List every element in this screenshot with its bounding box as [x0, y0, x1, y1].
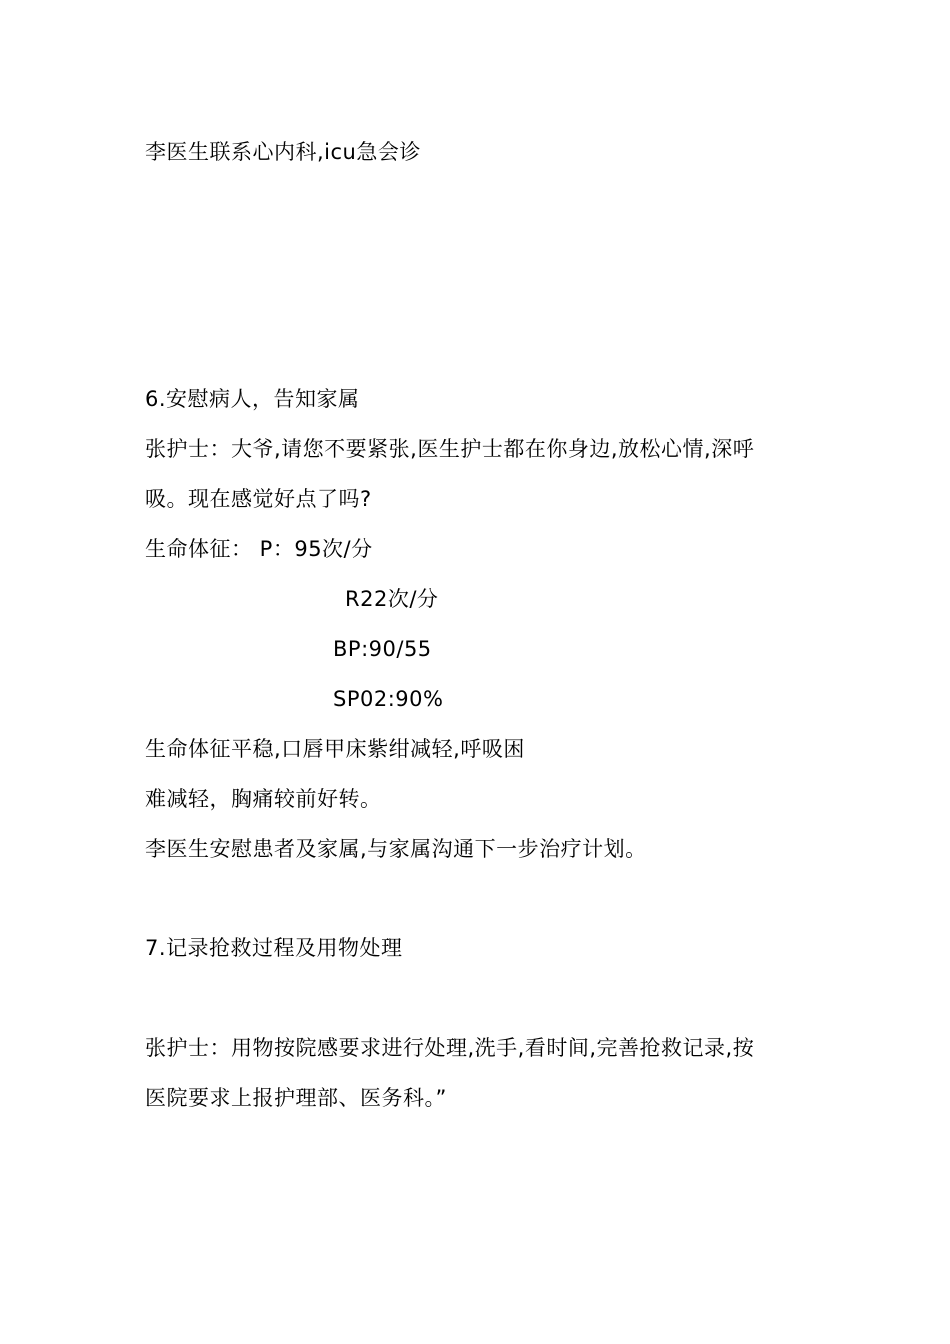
vital-signs-blood-pressure: BP:90/55	[333, 637, 432, 661]
section-7-heading: 7.记录抢救过程及用物处理	[145, 936, 403, 960]
nurse-dialogue-line-1: 张护士：大爷,请您不要紧张,医生护士都在你身边,放松心情,深呼	[145, 437, 755, 461]
vital-signs-respiration: R22次/分	[345, 587, 439, 611]
vital-signs-spo2: SP02:90%	[333, 687, 444, 711]
nurse-dialogue-line-2: 吸。现在感觉好点了吗?	[145, 487, 372, 511]
vital-signs-pulse: 生命体征： P：95次/分	[145, 537, 373, 561]
section-6-heading: 6.安慰病人，告知家属	[145, 387, 360, 411]
status-line-1: 生命体征平稳,口唇甲床紫绀减轻,呼吸困	[145, 737, 525, 761]
nurse-record-line-2: 医院要求上报护理部、医务科。”	[145, 1086, 447, 1110]
consult-line: 李医生联系心内科,icu急会诊	[145, 140, 421, 164]
doctor-comfort-line: 李医生安慰患者及家属,与家属沟通下一步治疗计划。	[145, 837, 647, 861]
status-line-2: 难减轻，胸痛较前好转。	[145, 787, 382, 811]
nurse-record-line-1: 张护士：用物按院感要求进行处理,洗手,看时间,完善抢救记录,按	[145, 1036, 755, 1060]
